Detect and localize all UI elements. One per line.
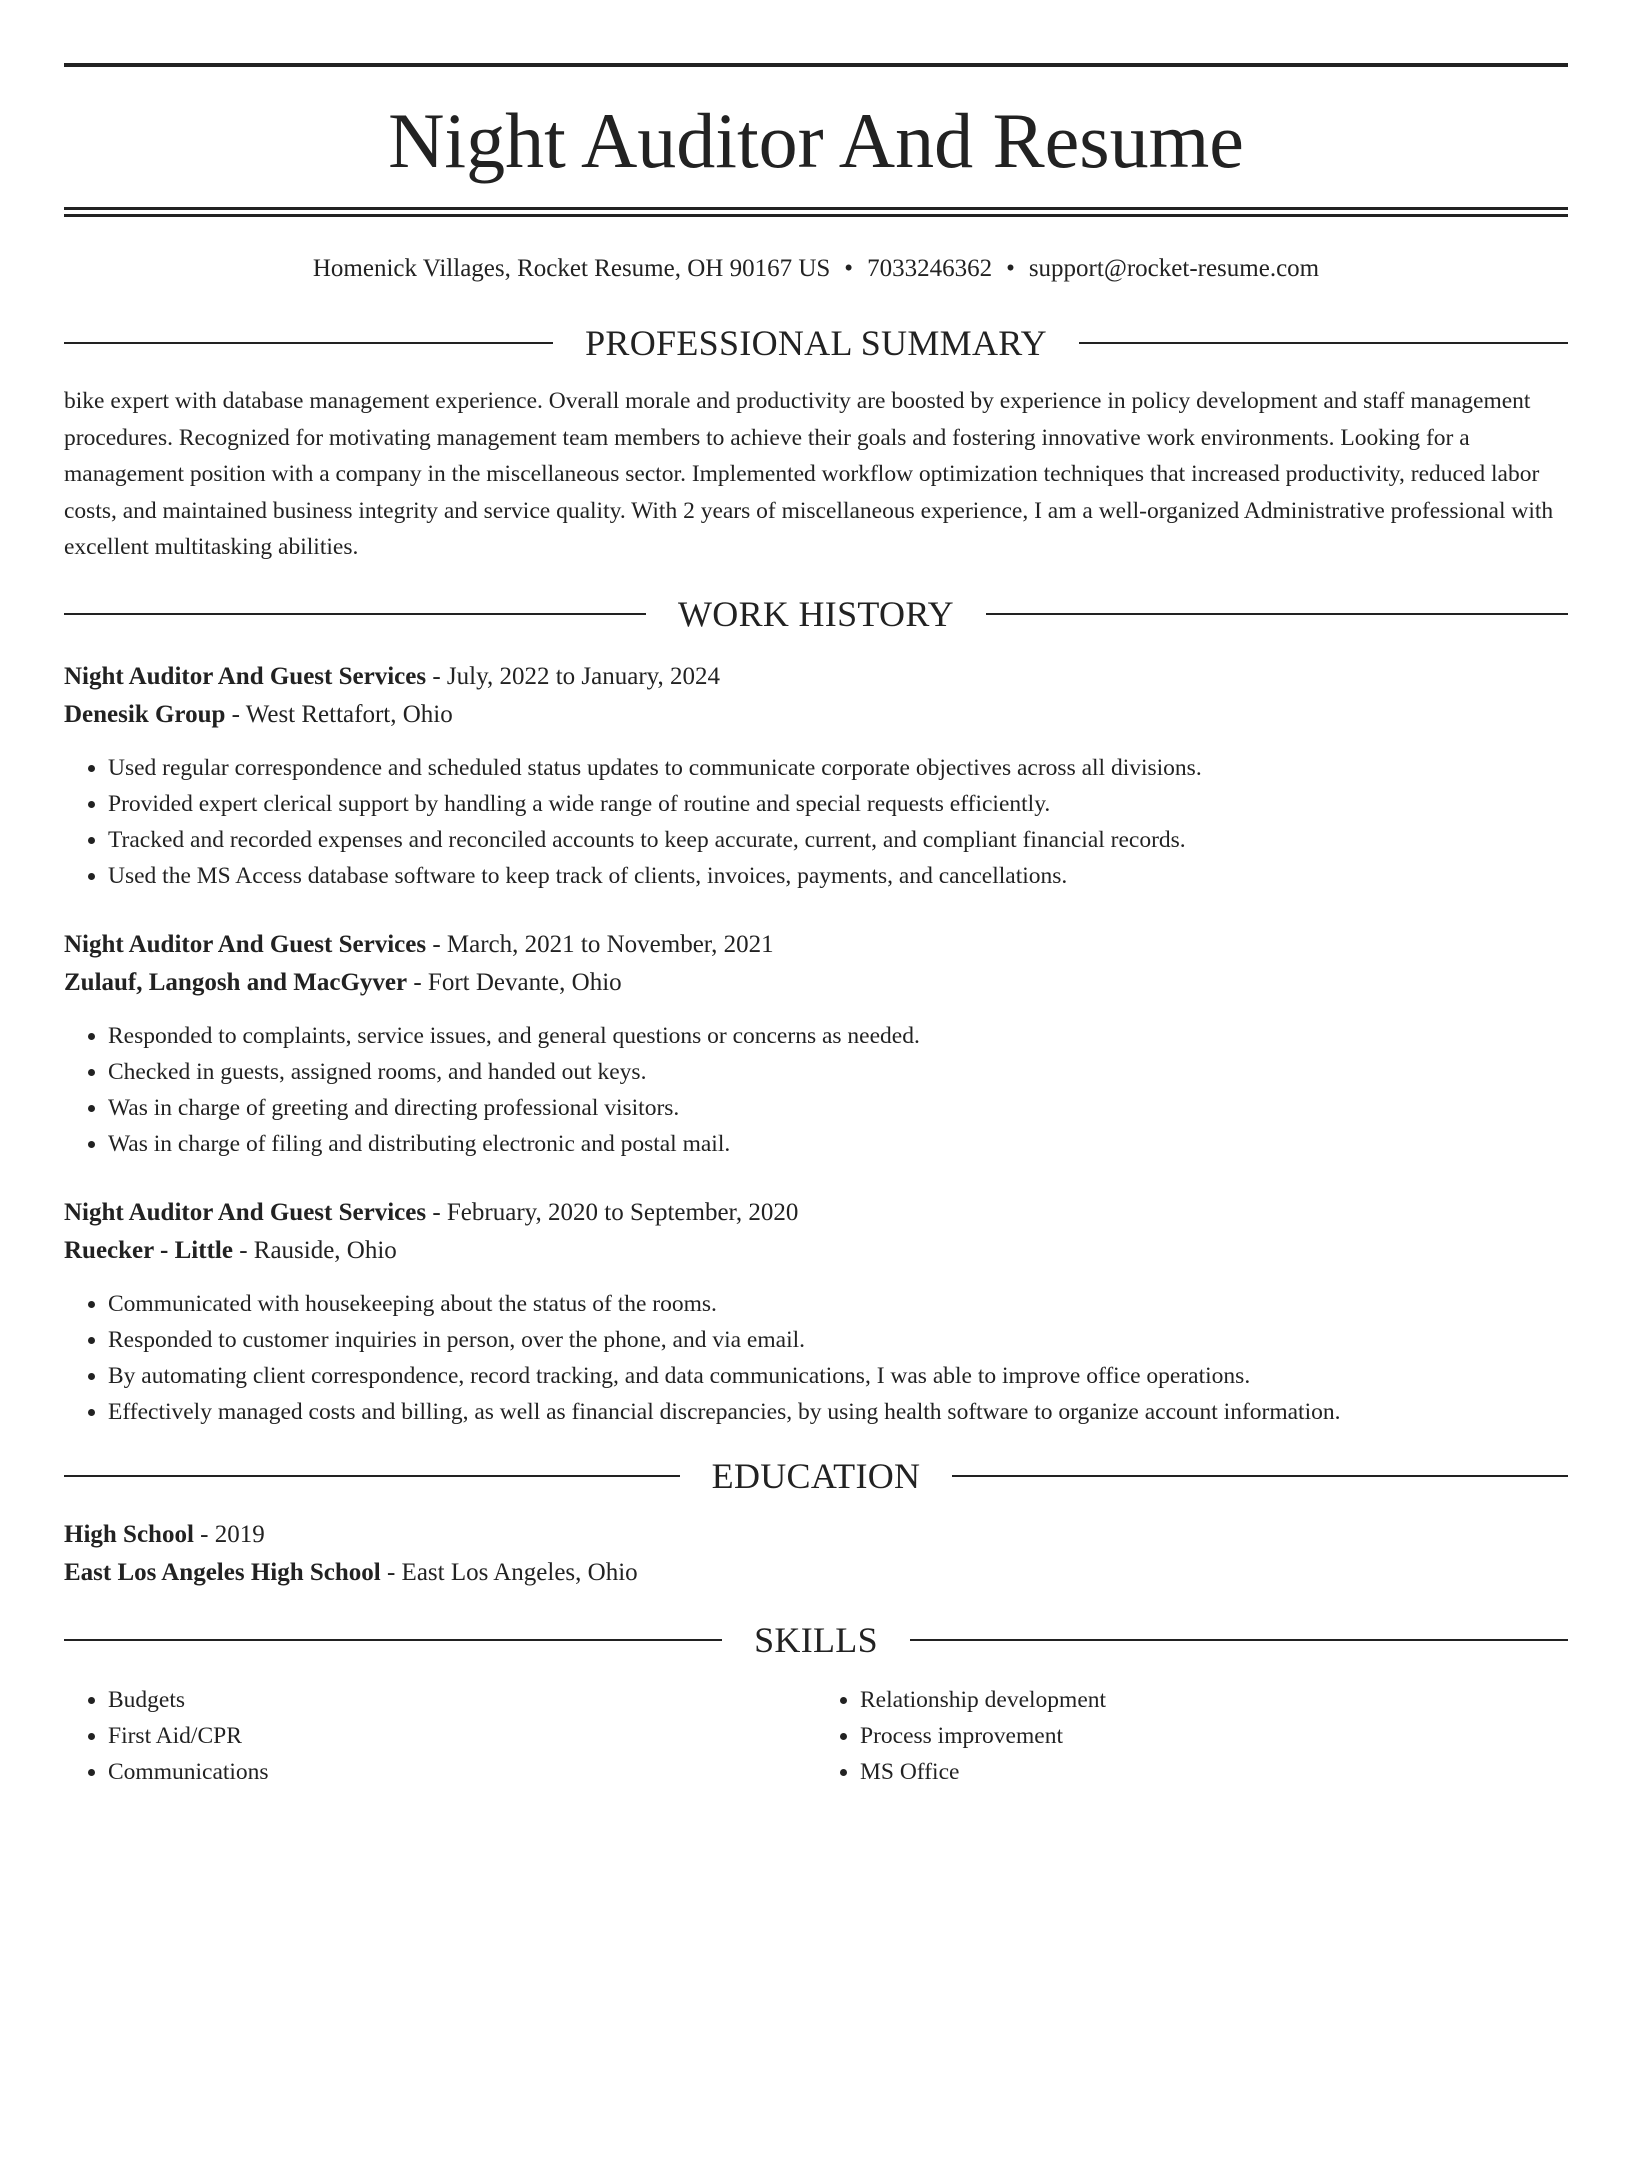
job-entry: [64, 658, 1568, 894]
job-title: Night Auditor And Guest Services: [64, 1198, 427, 1226]
job-bullet: • By automating client correspondence, record tracking, and data communications, I was able to improve office operations.: [108, 1358, 1568, 1394]
job-title-line: [64, 658, 1568, 696]
job-bullet: • Was in charge of greeting and directing professional visitors.: [108, 1090, 1568, 1126]
job-entry: [64, 1194, 1568, 1430]
heading-rule-left: [64, 1475, 680, 1477]
job-bullet: • Was in charge of filing and distributing electronic and postal mail.: [108, 1126, 1568, 1162]
job-bullet: • Checked in guests, assigned rooms, and handed out keys.: [108, 1054, 1568, 1090]
job-bullets: [64, 1018, 1568, 1162]
candidate-name: Night Auditor And Resume: [388, 97, 1244, 184]
contact-address: Homenick Villages, Rocket Resume, OH 90167 US: [312, 255, 831, 282]
contact-phone: 7033246362: [867, 255, 993, 282]
job-dates: - July, 2022 to January, 2024: [426, 662, 721, 690]
skills-column-right: [816, 1682, 1568, 1790]
job-bullet: • Responded to customer inquiries in person, over the phone, and via email.: [108, 1322, 1568, 1358]
job-bullet: • Provided expert clerical support by handling a wide range of routine and special requests efficiently.: [108, 786, 1568, 822]
job-location: - West Rettafort, Ohio: [225, 700, 453, 728]
skill-item: • Communications: [108, 1754, 816, 1790]
job-list: [64, 658, 1568, 1430]
education-location: - East Los Angeles, Ohio: [380, 1558, 638, 1586]
contact-line: [64, 253, 1568, 285]
summary-heading-title: PROFESSIONAL SUMMARY: [585, 323, 1047, 363]
job-company: Zulauf, Langosh and MacGyver: [64, 968, 408, 996]
job-company-line: [64, 964, 1568, 1002]
heading-rule-right: [952, 1475, 1568, 1477]
contact-separator: •: [844, 255, 854, 282]
skill-item: • First Aid/CPR: [108, 1718, 816, 1754]
job-location: - Fort Devante, Ohio: [407, 968, 622, 996]
job-company-line: [64, 1232, 1568, 1270]
heading-rule-left: [64, 1639, 722, 1641]
job-title: Night Auditor And Guest Services: [64, 930, 427, 958]
skills-heading: [64, 1619, 1568, 1660]
education-school: East Los Angeles High School: [64, 1558, 381, 1586]
education-heading-title: EDUCATION: [711, 1455, 921, 1496]
job-bullet: • Used regular correspondence and scheduled status updates to communicate corporate objectives across all divisions.: [108, 750, 1568, 786]
skill-item: • Budgets: [108, 1682, 816, 1718]
skill-item: • Relationship development: [860, 1682, 1568, 1718]
job-dates: - February, 2020 to September, 2020: [426, 1198, 799, 1226]
education-school-line: [64, 1554, 1568, 1592]
job-bullet: • Tracked and recorded expenses and reconciled accounts to keep accurate, current, and compliant financial records.: [108, 822, 1568, 858]
job-title-line: [64, 1194, 1568, 1232]
job-bullet: • Communicated with housekeeping about the status of the rooms.: [108, 1286, 1568, 1322]
summary-text: bike expert with database management experience. Overall morale and productivity are boosted by experience in policy development and staff management procedures. Recognized for motivating management team members to achieve their goals and fostering innovative work environments. Looking for a management position with a company in the miscellaneous sector. Implemented workflow optimization techniques that increased productivity, reduced labor costs, and maintained business integrity and service quality. With 2 years of miscellaneous experience, I am a well-organized Administrative professional with excellent multitasking abilities.: [64, 388, 1554, 560]
summary-heading: [64, 325, 1568, 361]
heading-rule-left: [64, 342, 553, 344]
job-bullets: [64, 1286, 1568, 1430]
education-year: - 2019: [193, 1520, 265, 1548]
skills-heading-title: SKILLS: [754, 1619, 878, 1660]
job-bullet: • Effectively managed costs and billing, as well as financial discrepancies, by using health software to organize account information.: [108, 1394, 1568, 1430]
job-bullets: [64, 750, 1568, 894]
resume-page: [0, 63, 1632, 2175]
heading-rule-right: [910, 1639, 1568, 1641]
education-entry: [64, 1516, 1568, 1592]
name-double-rule: [64, 207, 1568, 217]
job-dates: - March, 2021 to November, 2021: [426, 930, 774, 958]
job-company: Denesik Group: [64, 700, 226, 728]
education-degree-line: [64, 1516, 1568, 1554]
job-bullet: • Used the MS Access database software to keep track of clients, invoices, payments, and cancellations.: [108, 858, 1568, 894]
skills-list: [64, 1682, 1568, 1790]
education-degree: High School: [64, 1520, 194, 1548]
job-bullet: • Responded to complaints, service issues, and general questions or concerns as needed.: [108, 1018, 1568, 1054]
work-heading-title: WORK HISTORY: [678, 593, 954, 634]
contact-separator: •: [1006, 255, 1015, 282]
skill-item: • MS Office: [860, 1754, 1568, 1790]
education-heading: [64, 1455, 1568, 1496]
skills-column-left: [64, 1682, 816, 1790]
job-company: Ruecker - Little: [64, 1236, 233, 1264]
contact-email[interactable]: support@rocket-resume.com: [1028, 255, 1320, 282]
heading-rule-right: [1079, 342, 1568, 344]
job-location: - Rauside, Ohio: [232, 1236, 397, 1264]
skill-item: • Process improvement: [860, 1718, 1568, 1754]
heading-rule-right: [986, 613, 1568, 615]
heading-rule-left: [64, 613, 646, 615]
job-title: Night Auditor And Guest Services: [64, 662, 427, 690]
job-entry: [64, 926, 1568, 1162]
top-rule: [64, 63, 1568, 67]
job-company-line: [64, 696, 1568, 734]
work-heading: [64, 593, 1568, 634]
job-title-line: [64, 926, 1568, 964]
